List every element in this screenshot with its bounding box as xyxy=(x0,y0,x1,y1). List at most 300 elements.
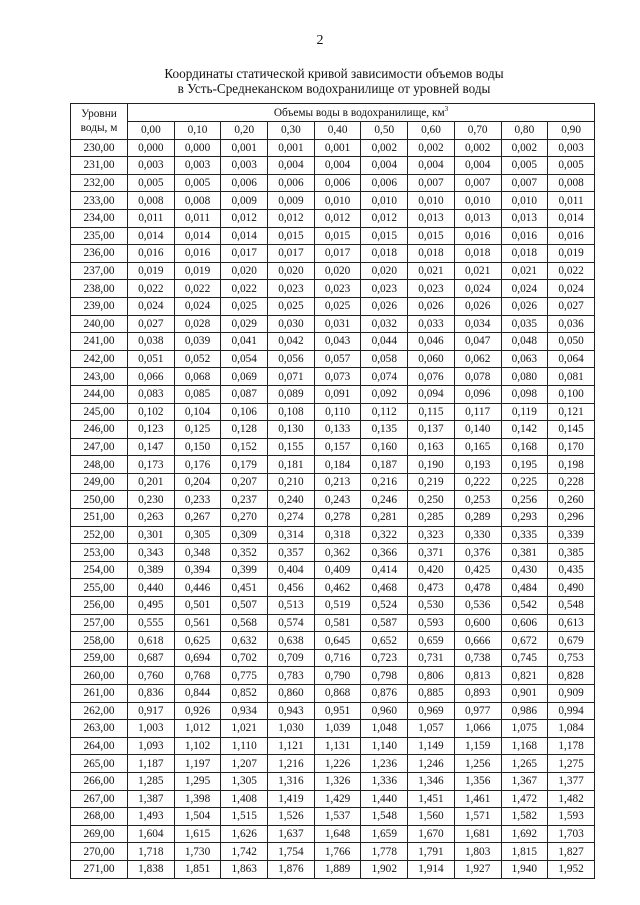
volume-cell: 1,637 xyxy=(268,825,315,843)
level-cell: 257,00 xyxy=(71,614,128,632)
volume-cell: 1,110 xyxy=(221,737,268,755)
level-header-line-1: Уровни xyxy=(81,108,117,121)
volume-cell: 0,008 xyxy=(548,174,595,192)
volume-cell: 0,009 xyxy=(268,192,315,210)
volume-cell: 0,110 xyxy=(314,403,361,421)
table-column-header-row xyxy=(71,122,595,140)
volume-cell: 0,709 xyxy=(268,649,315,667)
volume-cell: 0,011 xyxy=(128,209,175,227)
volume-cell: 1,703 xyxy=(548,825,595,843)
table-row xyxy=(71,421,595,439)
volume-cell: 0,052 xyxy=(174,350,221,368)
volume-cell: 0,001 xyxy=(314,139,361,157)
level-cell: 242,00 xyxy=(71,350,128,368)
volume-cell: 0,160 xyxy=(361,438,408,456)
volume-cell: 0,362 xyxy=(314,544,361,562)
volume-cell: 0,012 xyxy=(268,209,315,227)
volume-cell: 0,943 xyxy=(268,702,315,720)
volume-cell: 1,429 xyxy=(314,790,361,808)
volume-cell: 0,702 xyxy=(221,649,268,667)
level-cell: 236,00 xyxy=(71,245,128,263)
volume-cell: 1,778 xyxy=(361,843,408,861)
volume-cell: 0,016 xyxy=(454,227,501,245)
volume-cell: 0,821 xyxy=(501,667,548,685)
volume-cell: 0,018 xyxy=(361,245,408,263)
volume-cell: 1,952 xyxy=(548,860,595,878)
volume-cell: 1,236 xyxy=(361,755,408,773)
volume-cell: 0,013 xyxy=(408,209,455,227)
volume-cell: 0,274 xyxy=(268,509,315,527)
volume-cell: 0,083 xyxy=(128,385,175,403)
volume-cell: 1,216 xyxy=(268,755,315,773)
level-cell: 241,00 xyxy=(71,333,128,351)
volume-cell: 0,250 xyxy=(408,491,455,509)
volume-cell: 1,838 xyxy=(128,860,175,878)
volume-cell: 1,021 xyxy=(221,720,268,738)
volume-cell: 0,011 xyxy=(174,209,221,227)
volume-cell: 1,515 xyxy=(221,808,268,826)
column-header: 0,70 xyxy=(454,122,501,140)
volume-cell: 0,033 xyxy=(408,315,455,333)
volume-cell: 0,768 xyxy=(174,667,221,685)
volume-cell: 0,893 xyxy=(454,685,501,703)
volume-cell: 0,007 xyxy=(408,174,455,192)
volume-cell: 1,863 xyxy=(221,860,268,878)
volume-cell: 0,064 xyxy=(548,350,595,368)
volume-cell: 0,002 xyxy=(454,139,501,157)
volume-cell: 0,028 xyxy=(174,315,221,333)
volume-cell: 0,015 xyxy=(408,227,455,245)
table-row xyxy=(71,438,595,456)
level-header-line-2: воды, м xyxy=(80,122,118,135)
volume-cell: 1,178 xyxy=(548,737,595,755)
level-cell: 230,00 xyxy=(71,139,128,157)
table-row xyxy=(71,755,595,773)
volume-cell: 0,404 xyxy=(268,561,315,579)
volume-cell: 0,790 xyxy=(314,667,361,685)
volume-cell: 0,339 xyxy=(548,526,595,544)
volume-cell: 0,017 xyxy=(221,245,268,263)
volume-cell: 0,002 xyxy=(501,139,548,157)
volume-cell: 0,007 xyxy=(501,174,548,192)
volume-cell: 0,951 xyxy=(314,702,361,720)
volume-cell: 0,057 xyxy=(314,350,361,368)
volume-cell: 1,256 xyxy=(454,755,501,773)
volume-cell: 1,003 xyxy=(128,720,175,738)
volume-cell: 0,068 xyxy=(174,368,221,386)
volume-cell: 0,876 xyxy=(361,685,408,703)
volume-cell: 0,005 xyxy=(174,174,221,192)
volume-cell: 1,754 xyxy=(268,843,315,861)
volume-cell: 0,293 xyxy=(501,509,548,527)
volume-cell: 0,278 xyxy=(314,509,361,527)
volume-cell: 0,004 xyxy=(454,157,501,175)
volume-cell: 0,025 xyxy=(314,297,361,315)
volume-cell: 0,901 xyxy=(501,685,548,703)
volume-cell: 0,852 xyxy=(221,685,268,703)
volume-cell: 0,048 xyxy=(501,333,548,351)
volume-cell: 0,201 xyxy=(128,473,175,491)
volume-cell: 1,295 xyxy=(174,772,221,790)
volume-cell: 0,606 xyxy=(501,614,548,632)
volume-cell: 0,260 xyxy=(548,491,595,509)
volume-cell: 0,813 xyxy=(454,667,501,685)
volume-group-header xyxy=(128,104,595,122)
volume-cell: 0,000 xyxy=(128,139,175,157)
volume-cell: 0,130 xyxy=(268,421,315,439)
volume-cell: 0,039 xyxy=(174,333,221,351)
volume-cell: 0,524 xyxy=(361,597,408,615)
volume-cell: 0,618 xyxy=(128,632,175,650)
volume-cell: 1,159 xyxy=(454,737,501,755)
volume-cell: 0,001 xyxy=(221,139,268,157)
volume-cell: 0,267 xyxy=(174,509,221,527)
volume-cell: 0,994 xyxy=(548,702,595,720)
volume-cell: 1,560 xyxy=(408,808,455,826)
volume-cell: 1,012 xyxy=(174,720,221,738)
volume-cell: 0,091 xyxy=(314,385,361,403)
volume-cell: 0,002 xyxy=(408,139,455,157)
level-cell: 244,00 xyxy=(71,385,128,403)
volume-cell: 0,021 xyxy=(501,262,548,280)
volume-cell: 0,561 xyxy=(174,614,221,632)
level-cell: 246,00 xyxy=(71,421,128,439)
volume-cell: 1,718 xyxy=(128,843,175,861)
volume-cell: 0,225 xyxy=(501,473,548,491)
volume-cell: 0,542 xyxy=(501,597,548,615)
table-row xyxy=(71,632,595,650)
volume-cell: 0,723 xyxy=(361,649,408,667)
volume-cell: 1,187 xyxy=(128,755,175,773)
level-cell: 248,00 xyxy=(71,456,128,474)
volume-cell: 0,860 xyxy=(268,685,315,703)
volume-cell: 0,986 xyxy=(501,702,548,720)
volume-cell: 0,024 xyxy=(454,280,501,298)
volume-cell: 1,648 xyxy=(314,825,361,843)
volume-cell: 0,753 xyxy=(548,649,595,667)
volume-cell: 0,366 xyxy=(361,544,408,562)
volume-cell: 0,318 xyxy=(314,526,361,544)
level-cell: 233,00 xyxy=(71,192,128,210)
volume-cell: 1,604 xyxy=(128,825,175,843)
volume-cell: 0,078 xyxy=(454,368,501,386)
volume-cell: 0,462 xyxy=(314,579,361,597)
volume-cell: 0,071 xyxy=(268,368,315,386)
volume-cell: 0,348 xyxy=(174,544,221,562)
volume-cell: 1,914 xyxy=(408,860,455,878)
volume-cell: 0,233 xyxy=(174,491,221,509)
volume-cell: 1,582 xyxy=(501,808,548,826)
volume-cell: 1,803 xyxy=(454,843,501,861)
table-row xyxy=(71,772,595,790)
volume-cell: 0,026 xyxy=(361,297,408,315)
volume-cell: 0,844 xyxy=(174,685,221,703)
volume-cell: 0,003 xyxy=(548,139,595,157)
volume-cell: 0,263 xyxy=(128,509,175,527)
volume-cell: 1,902 xyxy=(361,860,408,878)
volume-cell: 1,419 xyxy=(268,790,315,808)
volume-cell: 1,593 xyxy=(548,808,595,826)
volume-cell: 0,047 xyxy=(454,333,501,351)
table-row xyxy=(71,192,595,210)
volume-cell: 0,256 xyxy=(501,491,548,509)
table-row xyxy=(71,702,595,720)
table-group-header-row xyxy=(71,104,595,122)
volume-cell: 0,285 xyxy=(408,509,455,527)
table-row xyxy=(71,808,595,826)
table-row xyxy=(71,720,595,738)
volume-cell: 0,001 xyxy=(268,139,315,157)
volume-cell: 0,014 xyxy=(174,227,221,245)
table-row xyxy=(71,544,595,562)
volume-cell: 0,289 xyxy=(454,509,501,527)
volume-cell: 0,775 xyxy=(221,667,268,685)
volume-cell: 0,019 xyxy=(174,262,221,280)
volume-cell: 0,219 xyxy=(408,473,455,491)
volume-header-superscript: 3 xyxy=(444,104,449,113)
volume-cell: 0,063 xyxy=(501,350,548,368)
volume-cell: 0,145 xyxy=(548,421,595,439)
volume-cell: 0,058 xyxy=(361,350,408,368)
volume-cell: 0,385 xyxy=(548,544,595,562)
volume-cell: 0,536 xyxy=(454,597,501,615)
volume-cell: 1,131 xyxy=(314,737,361,755)
table-row xyxy=(71,174,595,192)
volume-cell: 0,917 xyxy=(128,702,175,720)
volume-cell: 0,246 xyxy=(361,491,408,509)
volume-cell: 0,451 xyxy=(221,579,268,597)
level-cell: 255,00 xyxy=(71,579,128,597)
volume-cell: 1,316 xyxy=(268,772,315,790)
volume-cell: 0,014 xyxy=(548,209,595,227)
volume-cell: 0,016 xyxy=(548,227,595,245)
volume-cell: 1,548 xyxy=(361,808,408,826)
volume-cell: 0,044 xyxy=(361,333,408,351)
volume-cell: 0,020 xyxy=(221,262,268,280)
volume-cell: 0,574 xyxy=(268,614,315,632)
volume-cell: 1,461 xyxy=(454,790,501,808)
volume-cell: 0,006 xyxy=(268,174,315,192)
volume-header-text: Объемы воды в водохранилище, км xyxy=(273,106,445,119)
column-header: 0,80 xyxy=(501,122,548,140)
document-title xyxy=(0,66,640,96)
volume-cell: 0,010 xyxy=(361,192,408,210)
volume-cell: 0,179 xyxy=(221,456,268,474)
volume-cell: 0,142 xyxy=(501,421,548,439)
volume-cell: 0,687 xyxy=(128,649,175,667)
volume-cell: 0,024 xyxy=(548,280,595,298)
level-cell: 258,00 xyxy=(71,632,128,650)
volume-cell: 0,716 xyxy=(314,649,361,667)
volume-cell: 0,123 xyxy=(128,421,175,439)
volume-cell: 0,195 xyxy=(501,456,548,474)
volume-cell: 0,270 xyxy=(221,509,268,527)
volume-cell: 0,032 xyxy=(361,315,408,333)
volume-cell: 0,568 xyxy=(221,614,268,632)
table-row xyxy=(71,526,595,544)
volume-cell: 1,093 xyxy=(128,737,175,755)
volume-cell: 1,066 xyxy=(454,720,501,738)
level-cell: 266,00 xyxy=(71,772,128,790)
volume-cell: 0,004 xyxy=(314,157,361,175)
volume-cell: 0,014 xyxy=(128,227,175,245)
volume-cell: 1,537 xyxy=(314,808,361,826)
volume-cell: 0,012 xyxy=(361,209,408,227)
volume-cell: 1,876 xyxy=(268,860,315,878)
level-cell: 254,00 xyxy=(71,561,128,579)
volume-cell: 0,030 xyxy=(268,315,315,333)
volume-cell: 0,014 xyxy=(221,227,268,245)
volume-cell: 1,346 xyxy=(408,772,455,790)
volume-cell: 0,102 xyxy=(128,403,175,421)
volume-cell: 0,977 xyxy=(454,702,501,720)
volume-cell: 0,060 xyxy=(408,350,455,368)
table-row xyxy=(71,667,595,685)
volume-cell: 0,089 xyxy=(268,385,315,403)
volume-cell: 0,012 xyxy=(221,209,268,227)
volume-cell: 0,080 xyxy=(501,368,548,386)
volume-cell: 0,024 xyxy=(174,297,221,315)
volume-cell: 0,645 xyxy=(314,632,361,650)
volume-cell: 1,075 xyxy=(501,720,548,738)
volume-cell: 0,638 xyxy=(268,632,315,650)
column-header: 0,40 xyxy=(314,122,361,140)
volume-cell: 0,002 xyxy=(361,139,408,157)
table-row xyxy=(71,368,595,386)
volume-cell: 0,010 xyxy=(454,192,501,210)
volume-cell: 0,026 xyxy=(454,297,501,315)
volume-cell: 0,446 xyxy=(174,579,221,597)
volume-cell: 0,003 xyxy=(221,157,268,175)
volume-cell: 0,548 xyxy=(548,597,595,615)
volume-cell: 0,314 xyxy=(268,526,315,544)
volume-cell: 1,168 xyxy=(501,737,548,755)
level-cell: 247,00 xyxy=(71,438,128,456)
table-row xyxy=(71,456,595,474)
volume-cell: 0,013 xyxy=(454,209,501,227)
volume-cell: 0,100 xyxy=(548,385,595,403)
table-row xyxy=(71,315,595,333)
volume-cell: 0,147 xyxy=(128,438,175,456)
level-cell: 245,00 xyxy=(71,403,128,421)
volume-cell: 0,022 xyxy=(174,280,221,298)
volume-cell: 0,371 xyxy=(408,544,455,562)
volume-cell: 0,170 xyxy=(548,438,595,456)
volume-cell: 1,472 xyxy=(501,790,548,808)
volume-cell: 0,106 xyxy=(221,403,268,421)
table-body xyxy=(71,139,595,878)
volume-cell: 0,409 xyxy=(314,561,361,579)
volume-cell: 0,094 xyxy=(408,385,455,403)
volume-cell: 0,176 xyxy=(174,456,221,474)
volume-cell: 0,023 xyxy=(361,280,408,298)
volume-cell: 0,868 xyxy=(314,685,361,703)
table-row xyxy=(71,385,595,403)
volume-cell: 1,305 xyxy=(221,772,268,790)
volume-cell: 0,352 xyxy=(221,544,268,562)
level-column-header xyxy=(71,104,128,140)
volume-cell: 0,137 xyxy=(408,421,455,439)
volume-cell: 0,051 xyxy=(128,350,175,368)
volume-cell: 0,112 xyxy=(361,403,408,421)
volume-cell: 0,309 xyxy=(221,526,268,544)
volume-cell: 0,017 xyxy=(268,245,315,263)
volume-cell: 0,005 xyxy=(128,174,175,192)
volume-cell: 1,940 xyxy=(501,860,548,878)
volume-cell: 0,468 xyxy=(361,579,408,597)
level-cell: 253,00 xyxy=(71,544,128,562)
volume-cell: 0,016 xyxy=(128,245,175,263)
volume-cell: 1,851 xyxy=(174,860,221,878)
volume-cell: 0,121 xyxy=(548,403,595,421)
volume-cell: 0,008 xyxy=(128,192,175,210)
volume-cell: 0,168 xyxy=(501,438,548,456)
volume-cell: 1,030 xyxy=(268,720,315,738)
volume-cell: 0,018 xyxy=(408,245,455,263)
column-header: 0,60 xyxy=(408,122,455,140)
volume-cell: 1,367 xyxy=(501,772,548,790)
volume-cell: 1,615 xyxy=(174,825,221,843)
volume-cell: 1,889 xyxy=(314,860,361,878)
volume-cell: 0,330 xyxy=(454,526,501,544)
volume-cell: 0,836 xyxy=(128,685,175,703)
table-row xyxy=(71,227,595,245)
volume-cell: 0,003 xyxy=(174,157,221,175)
volume-cell: 0,322 xyxy=(361,526,408,544)
volume-cell: 0,519 xyxy=(314,597,361,615)
volume-cell: 0,216 xyxy=(361,473,408,491)
volume-cell: 0,016 xyxy=(501,227,548,245)
volume-cell: 0,210 xyxy=(268,473,315,491)
volume-cell: 0,140 xyxy=(454,421,501,439)
volume-cell: 0,555 xyxy=(128,614,175,632)
volume-cell: 0,092 xyxy=(361,385,408,403)
volume-cell: 0,581 xyxy=(314,614,361,632)
volume-cell: 0,490 xyxy=(548,579,595,597)
volume-cell: 0,046 xyxy=(408,333,455,351)
level-cell: 240,00 xyxy=(71,315,128,333)
volume-cell: 0,022 xyxy=(548,262,595,280)
volume-cell: 0,253 xyxy=(454,491,501,509)
volume-cell: 1,084 xyxy=(548,720,595,738)
level-cell: 261,00 xyxy=(71,685,128,703)
table-row xyxy=(71,350,595,368)
level-cell: 237,00 xyxy=(71,262,128,280)
volume-cell: 0,222 xyxy=(454,473,501,491)
volume-cell: 1,440 xyxy=(361,790,408,808)
table-row xyxy=(71,685,595,703)
volume-cell: 0,652 xyxy=(361,632,408,650)
table-row xyxy=(71,579,595,597)
volume-cell: 0,006 xyxy=(314,174,361,192)
volume-cell: 0,440 xyxy=(128,579,175,597)
table-row xyxy=(71,157,595,175)
volume-cell: 0,150 xyxy=(174,438,221,456)
volume-cell: 1,336 xyxy=(361,772,408,790)
volume-cell: 0,018 xyxy=(501,245,548,263)
level-cell: 256,00 xyxy=(71,597,128,615)
volume-cell: 0,885 xyxy=(408,685,455,703)
volume-cell: 0,783 xyxy=(268,667,315,685)
volume-cell: 0,587 xyxy=(361,614,408,632)
volume-cell: 1,827 xyxy=(548,843,595,861)
volume-cell: 0,043 xyxy=(314,333,361,351)
volume-cell: 0,760 xyxy=(128,667,175,685)
column-header: 0,20 xyxy=(221,122,268,140)
column-header: 0,10 xyxy=(174,122,221,140)
level-cell: 252,00 xyxy=(71,526,128,544)
volume-cell: 1,504 xyxy=(174,808,221,826)
